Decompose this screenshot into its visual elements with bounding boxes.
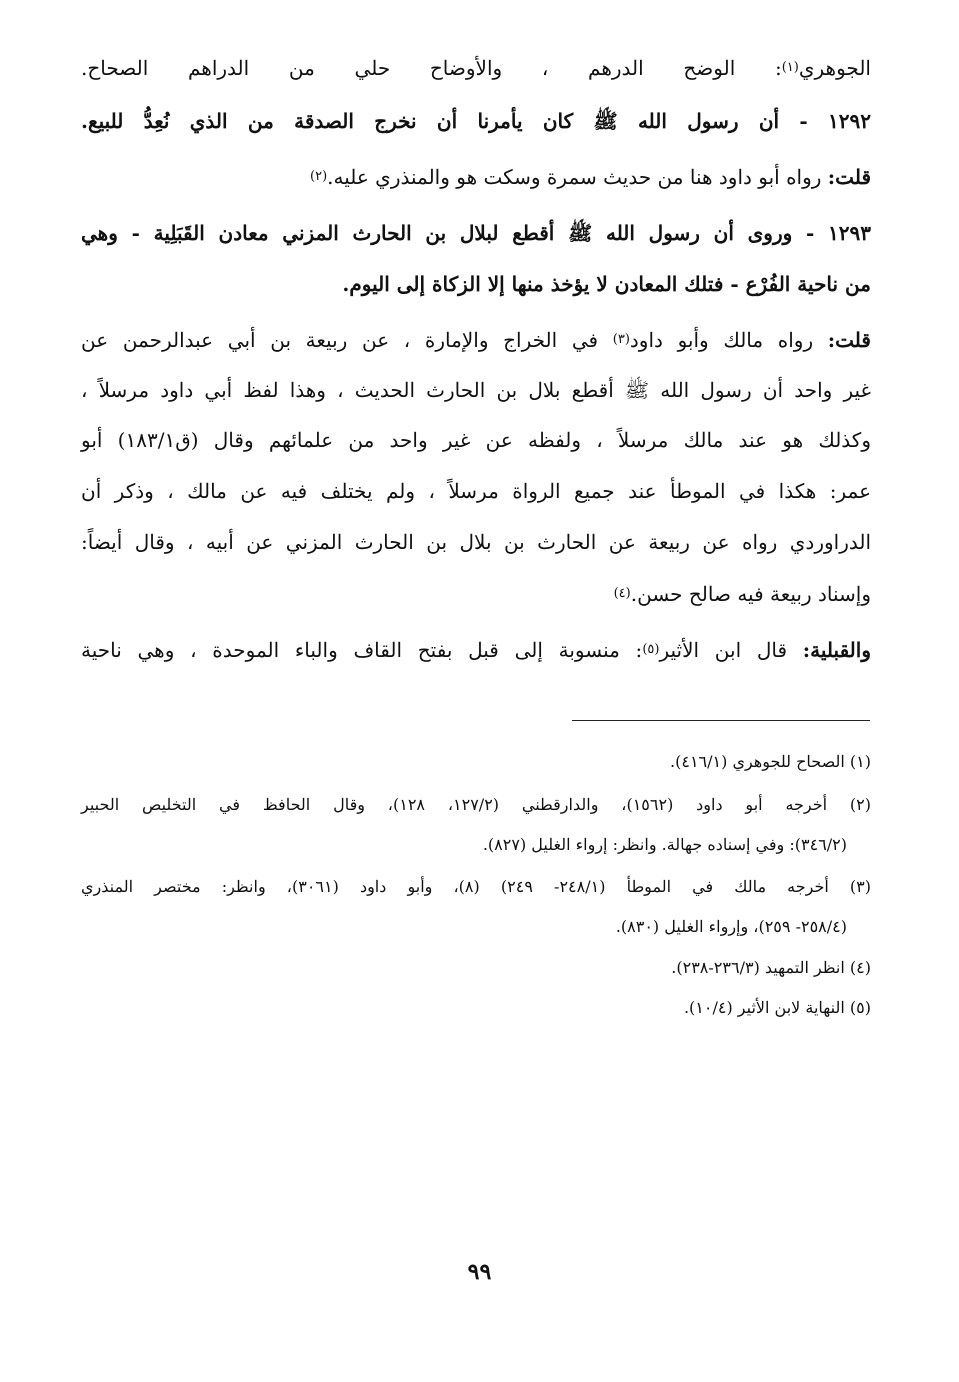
footnote-text: (٣٤٦/٢): وفي إسناده جهالة. وانظر: إرواء الغليل (٨٢٧). — [482, 835, 847, 854]
body-text: : منسوبة إلى قبل بفتح القاف والباء الموحدة ، وهي ناحية — [81, 638, 643, 662]
body-text: غير واحد أن رسول الله ﷺ أقطع بلال بن الحارث الحديث ، وهذا لفظ أبي داود مرسلاً ، — [81, 378, 871, 402]
body-line-12 — [81, 633, 871, 667]
footnote-2 — [81, 791, 871, 819]
body-text: رواه أبو داود هنا من حديث سمرة وسكت هو والمنذري عليه. — [327, 165, 828, 189]
body-text: الدراوردي رواه عن ربيعة عن الحارث بن بلال بن الحارث المزني عن أبيه ، وقال أيضاً: — [81, 530, 871, 554]
footnote-text: (١) الصحاح للجوهري (٤١٦/١). — [670, 752, 871, 771]
footnote-3 — [81, 873, 871, 901]
footnote-ref[interactable]: (٣) — [612, 332, 630, 347]
footnote-text: (٢) أخرجه أبو داود (١٥٦٢)، والدارقطني (١٢٧/٢، ١٢٨)، وقال الحافظ في التخليص الحبير — [81, 795, 872, 814]
body-text: قال ابن الأثير — [659, 638, 803, 662]
footnote-ref[interactable]: (١) — [781, 60, 799, 75]
footnote-text: (٣) أخرجه مالك في الموطأ (٢٤٨/١- ٢٤٩) (٨)، وأبو داود (٣٠٦١)، وانظر: مختصر المنذري — [81, 877, 872, 896]
body-text: في الخراج والإمارة ، عن ربيعة بن أبي عبدالرحمن عن — [81, 328, 613, 352]
body-text: : الوضح الدرهم ، والأوضاح حلي من الدراهم الصحاح. — [81, 56, 782, 80]
body-line-7 — [81, 373, 871, 407]
footnote-ref[interactable]: (٢) — [310, 169, 328, 184]
body-text: وإسناد ربيعة فيه صالح حسن. — [630, 582, 871, 606]
body-text: عمر: هكذا في الموطأ عند جميع الرواة مرسلاً ، ولم يختلف فيه عن مالك ، وذكر أن — [81, 479, 871, 503]
qultu-label: قلت: — [827, 328, 871, 352]
body-line-6 — [81, 323, 871, 357]
hadith-1293 — [81, 216, 871, 250]
footnote-ref[interactable]: (٥) — [642, 642, 660, 657]
footnote-1 — [81, 748, 871, 776]
body-line-8 — [81, 423, 871, 457]
hadith-1293-cont — [81, 267, 871, 301]
footnote-text: (٥) النهاية لابن الأثير (١٠/٤). — [683, 998, 871, 1017]
qultu-label: قلت: — [827, 165, 871, 189]
body-line-10 — [81, 525, 871, 559]
footnote-4 — [81, 954, 871, 982]
body-text: رواه مالك وأبو داود — [629, 328, 828, 352]
footnote-text: (٢٥٨/٤- ٢٥٩)، وإرواء الغليل (٨٣٠). — [615, 917, 847, 936]
hadith-1292 — [81, 104, 871, 138]
body-text: الجوهري — [798, 56, 871, 80]
body-text: وكذلك هو عند مالك مرسلاً ، ولفظه عن غير واحد من علمائهم وقال (ق١٨٣/١) أبو — [81, 428, 871, 452]
body-line-11 — [81, 577, 871, 611]
hadith-text: ١٢٩٣ - وروى أن رسول الله ﷺ أقطع لبلال بن الحارث المزني معادن القَبَلِية - وهي — [81, 221, 871, 245]
footnote-text: (٤) انظر التمهيد (٢٣٦/٣-٢٣٨). — [671, 958, 871, 977]
body-line-9 — [81, 474, 871, 508]
hadith-text: ١٢٩٢ - أن رسول الله ﷺ كان يأمرنا أن نخرج الصدقة من الذي نُعِدُّ للبيع. — [81, 109, 871, 133]
body-line-3 — [81, 160, 871, 194]
footnote-5 — [81, 994, 871, 1022]
footnote-separator — [572, 720, 870, 721]
body-line-1 — [81, 51, 871, 85]
footnote-ref[interactable]: (٤) — [613, 586, 631, 601]
footnote-2-cont — [81, 831, 847, 859]
footnote-3-cont — [81, 913, 847, 941]
qabaliyya-label: والقبلية: — [802, 638, 871, 662]
page-number: ٩٩ — [467, 1259, 492, 1285]
hadith-text: من ناحية الفُرْع - فتلك المعادن لا يؤخذ منها إلا الزكاة إلى اليوم. — [342, 272, 871, 296]
